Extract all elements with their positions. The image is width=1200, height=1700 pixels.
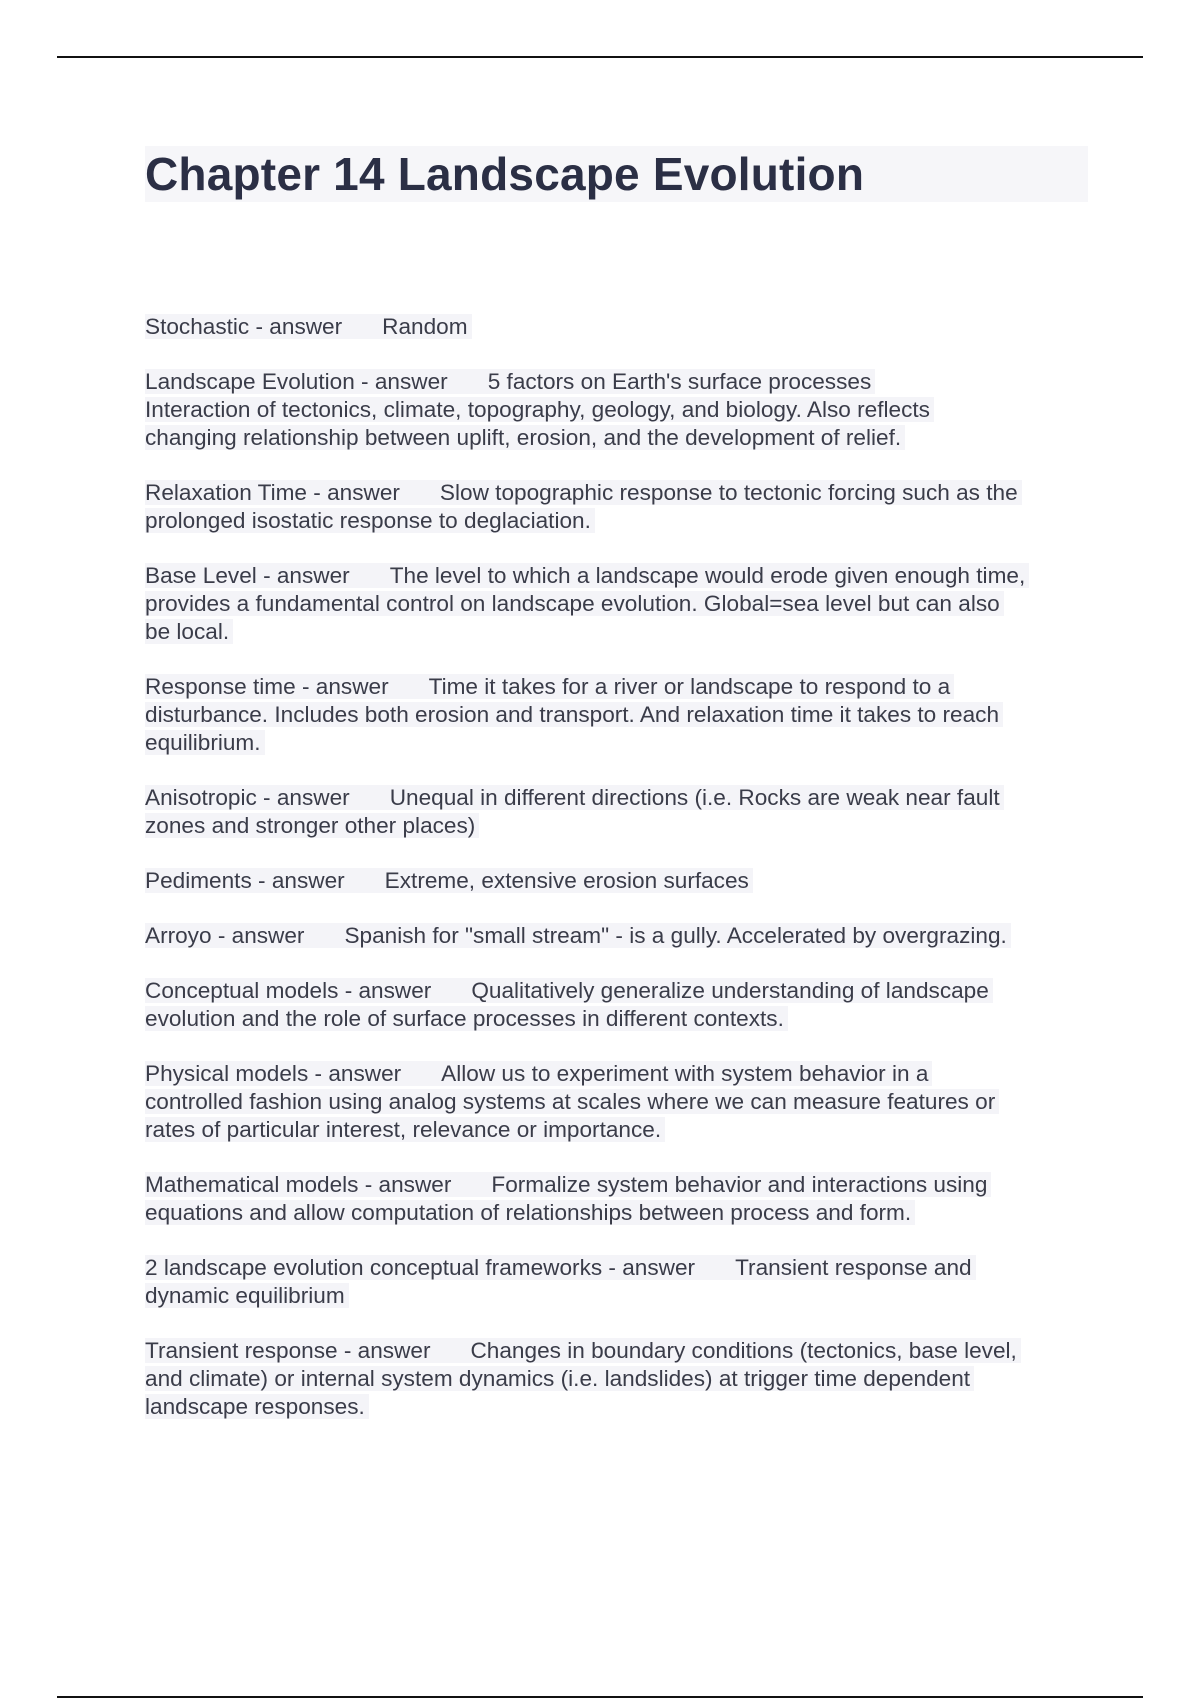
flashcard-term: Landscape Evolution - answer — [145, 369, 448, 394]
flashcard-item — [145, 1337, 1090, 1421]
flashcard-definition-line: controlled fashion using analog systems at scales where we can measure features or — [145, 1089, 999, 1114]
flashcard-item — [145, 313, 1090, 341]
flashcard-term: Relaxation Time - answer — [145, 480, 400, 505]
flashcard-definition: Time it takes for a river or landscape to respond to a — [428, 674, 951, 699]
flashcard-definition: Random — [382, 314, 468, 339]
flashcard-term: Response time - answer — [145, 674, 389, 699]
flashcard-definition-line: disturbance. Includes both erosion and transport. And relaxation time it takes to reach — [145, 702, 1003, 727]
flashcard-definition-line: be local. — [145, 619, 233, 644]
flashcard-term: Physical models - answer — [145, 1061, 402, 1086]
flashcard-item — [145, 867, 1090, 895]
top-rule — [57, 56, 1143, 58]
flashcard-definition: 5 factors on Earth's surface processes — [487, 369, 872, 394]
flashcard-term: Stochastic - answer — [145, 314, 343, 339]
flashcard-definition-line: evolution and the role of surface processes in different contexts. — [145, 1006, 788, 1031]
flashcard-item — [145, 562, 1090, 646]
flashcard-definition-line: rates of particular interest, relevance or importance. — [145, 1117, 665, 1142]
page-title: Chapter 14 Landscape Evolution — [145, 148, 865, 200]
flashcard-definition: Changes in boundary conditions (tectonics, base level, — [470, 1338, 1017, 1363]
flashcard-definition: Extreme, extensive erosion surfaces — [384, 868, 749, 893]
flashcard-definition-line: provides a fundamental control on landscape evolution. Global=sea level but can also — [145, 591, 1004, 616]
flashcard-definition-line: prolonged isostatic response to deglaciation. — [145, 508, 595, 533]
flashcard-definition: Slow topographic response to tectonic forcing such as the — [439, 480, 1018, 505]
flashcard-item — [145, 368, 1090, 452]
flashcard-term: Anisotropic - answer — [145, 785, 350, 810]
flashcard-definition-line: dynamic equilibrium — [145, 1283, 349, 1308]
flashcard-definition-line: landscape responses. — [145, 1394, 369, 1419]
flashcard-definition: Formalize system behavior and interactions using — [491, 1172, 988, 1197]
flashcard-item — [145, 977, 1090, 1033]
flashcard-term: Mathematical models - answer — [145, 1172, 452, 1197]
flashcard-term: Pediments - answer — [145, 868, 345, 893]
flashcard-definition: Spanish for "small stream" - is a gully. Accelerated by overgrazing. — [344, 923, 1007, 948]
flashcard-term: Transient response - answer — [145, 1338, 431, 1363]
flashcard-definition: The level to which a landscape would erode given enough time, — [389, 563, 1026, 588]
flashcard-definition-line: equilibrium. — [145, 730, 265, 755]
flashcard-item — [145, 1060, 1090, 1144]
flashcard-list — [145, 313, 1090, 1448]
flashcard-definition-line: changing relationship between uplift, erosion, and the development of relief. — [145, 425, 905, 450]
flashcard-item — [145, 1171, 1090, 1227]
flashcard-item — [145, 479, 1090, 535]
bottom-rule — [57, 1696, 1143, 1698]
flashcard-item — [145, 922, 1090, 950]
flashcard-term: Conceptual models - answer — [145, 978, 432, 1003]
flashcard-definition-line: equations and allow computation of relationships between process and form. — [145, 1200, 915, 1225]
flashcard-term: 2 landscape evolution conceptual frameworks - answer — [145, 1255, 696, 1280]
flashcard-definition-line: Interaction of tectonics, climate, topography, geology, and biology. Also reflects — [145, 397, 934, 422]
flashcard-definition-line: zones and stronger other places) — [145, 813, 479, 838]
flashcard-definition: Transient response and — [735, 1255, 972, 1280]
flashcard-definition-line: and climate) or internal system dynamics (i.e. landslides) at trigger time dependent — [145, 1366, 974, 1391]
flashcard-term: Base Level - answer — [145, 563, 350, 588]
flashcard-item — [145, 1254, 1090, 1310]
flashcard-definition: Allow us to experiment with system behavior in a — [441, 1061, 929, 1086]
flashcard-definition: Unequal in different directions (i.e. Rocks are weak near fault — [389, 785, 1000, 810]
flashcard-item — [145, 784, 1090, 840]
flashcard-term: Arroyo - answer — [145, 923, 305, 948]
flashcard-item — [145, 673, 1090, 757]
flashcard-definition: Qualitatively generalize understanding of landscape — [471, 978, 989, 1003]
